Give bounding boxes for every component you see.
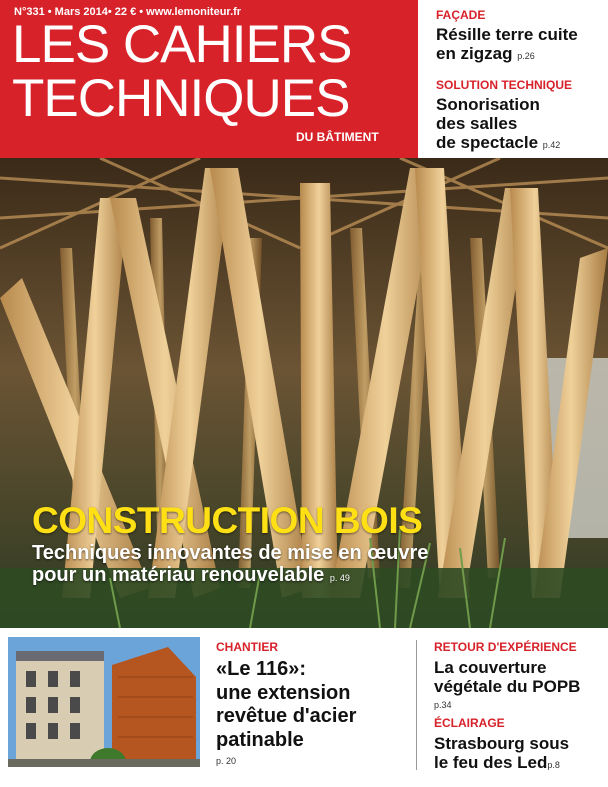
cover-subheadline-line-2 — [32, 564, 428, 586]
cover-subheadline-text: pour un matériau renouvelable — [32, 564, 325, 587]
teaser-retour-experience — [434, 640, 606, 710]
headline-line-text: en zigzag — [436, 44, 513, 64]
magazine-title-line-2: TECHNIQUES — [12, 69, 350, 128]
teaser-kicker: CHANTIER — [216, 640, 278, 654]
headline-line: une extension — [216, 681, 351, 704]
cover-story — [32, 500, 428, 587]
headline-line: Sonorisation — [436, 95, 540, 114]
headline-line: patinable — [216, 728, 304, 751]
page-ref: p. 20 — [216, 756, 237, 767]
page-ref: p.34 — [434, 700, 452, 711]
teaser-headline — [436, 95, 606, 152]
headline-line: des salles — [436, 114, 518, 134]
teaser-kicker: ÉCLAIRAGE — [434, 716, 505, 730]
headline-line — [434, 753, 606, 772]
magazine-title-line-1: LES CAHIERS — [12, 15, 352, 74]
headline-line: Résille terre cuite — [436, 25, 578, 44]
page-ref: p.26 — [517, 51, 535, 62]
teaser-kicker: RETOUR D'EXPÉRIENCE — [434, 640, 577, 654]
headline-line-text: le feu des Led — [434, 753, 548, 773]
cover-subheadline-line-1: Techniques innovantes de mise en œuvre — [32, 542, 429, 564]
teaser-kicker: FAÇADE — [436, 8, 486, 22]
magazine-title-line-3: DU BÂTIMENT — [296, 130, 379, 144]
headline-line: Strasbourg sous — [434, 734, 570, 753]
teaser-headline — [436, 25, 606, 63]
page-ref: p.8 — [547, 760, 560, 771]
headline-line — [436, 44, 606, 63]
teaser-eclairage — [434, 716, 606, 772]
chantier-photo — [8, 637, 200, 767]
teaser-facade — [436, 8, 606, 63]
teaser-kicker: SOLUTION TECHNIQUE — [436, 78, 573, 92]
headline-line: «Le 116»: — [216, 658, 307, 680]
headline-line: La couverture — [434, 658, 547, 677]
teaser-headline — [216, 658, 411, 752]
column-divider — [416, 640, 417, 770]
building-illustration — [8, 637, 200, 767]
headline-line: revêtue d'acier — [216, 705, 357, 728]
teaser-chantier — [216, 640, 411, 766]
issue-line: N°331 • Mars 2014• 22 € • www.lemoniteur.fr — [14, 6, 242, 18]
headline-line: végétale du POPB — [434, 677, 581, 697]
page-ref: p.42 — [542, 140, 561, 151]
headline-line — [436, 133, 606, 152]
teaser-headline — [434, 734, 606, 772]
teaser-headline — [434, 658, 606, 696]
headline-line-text: de spectacle — [436, 133, 539, 153]
cover-headline: CONSTRUCTION BOIS — [32, 500, 423, 541]
page-ref: p. 49 — [329, 573, 350, 584]
teaser-solution-technique — [436, 78, 606, 152]
